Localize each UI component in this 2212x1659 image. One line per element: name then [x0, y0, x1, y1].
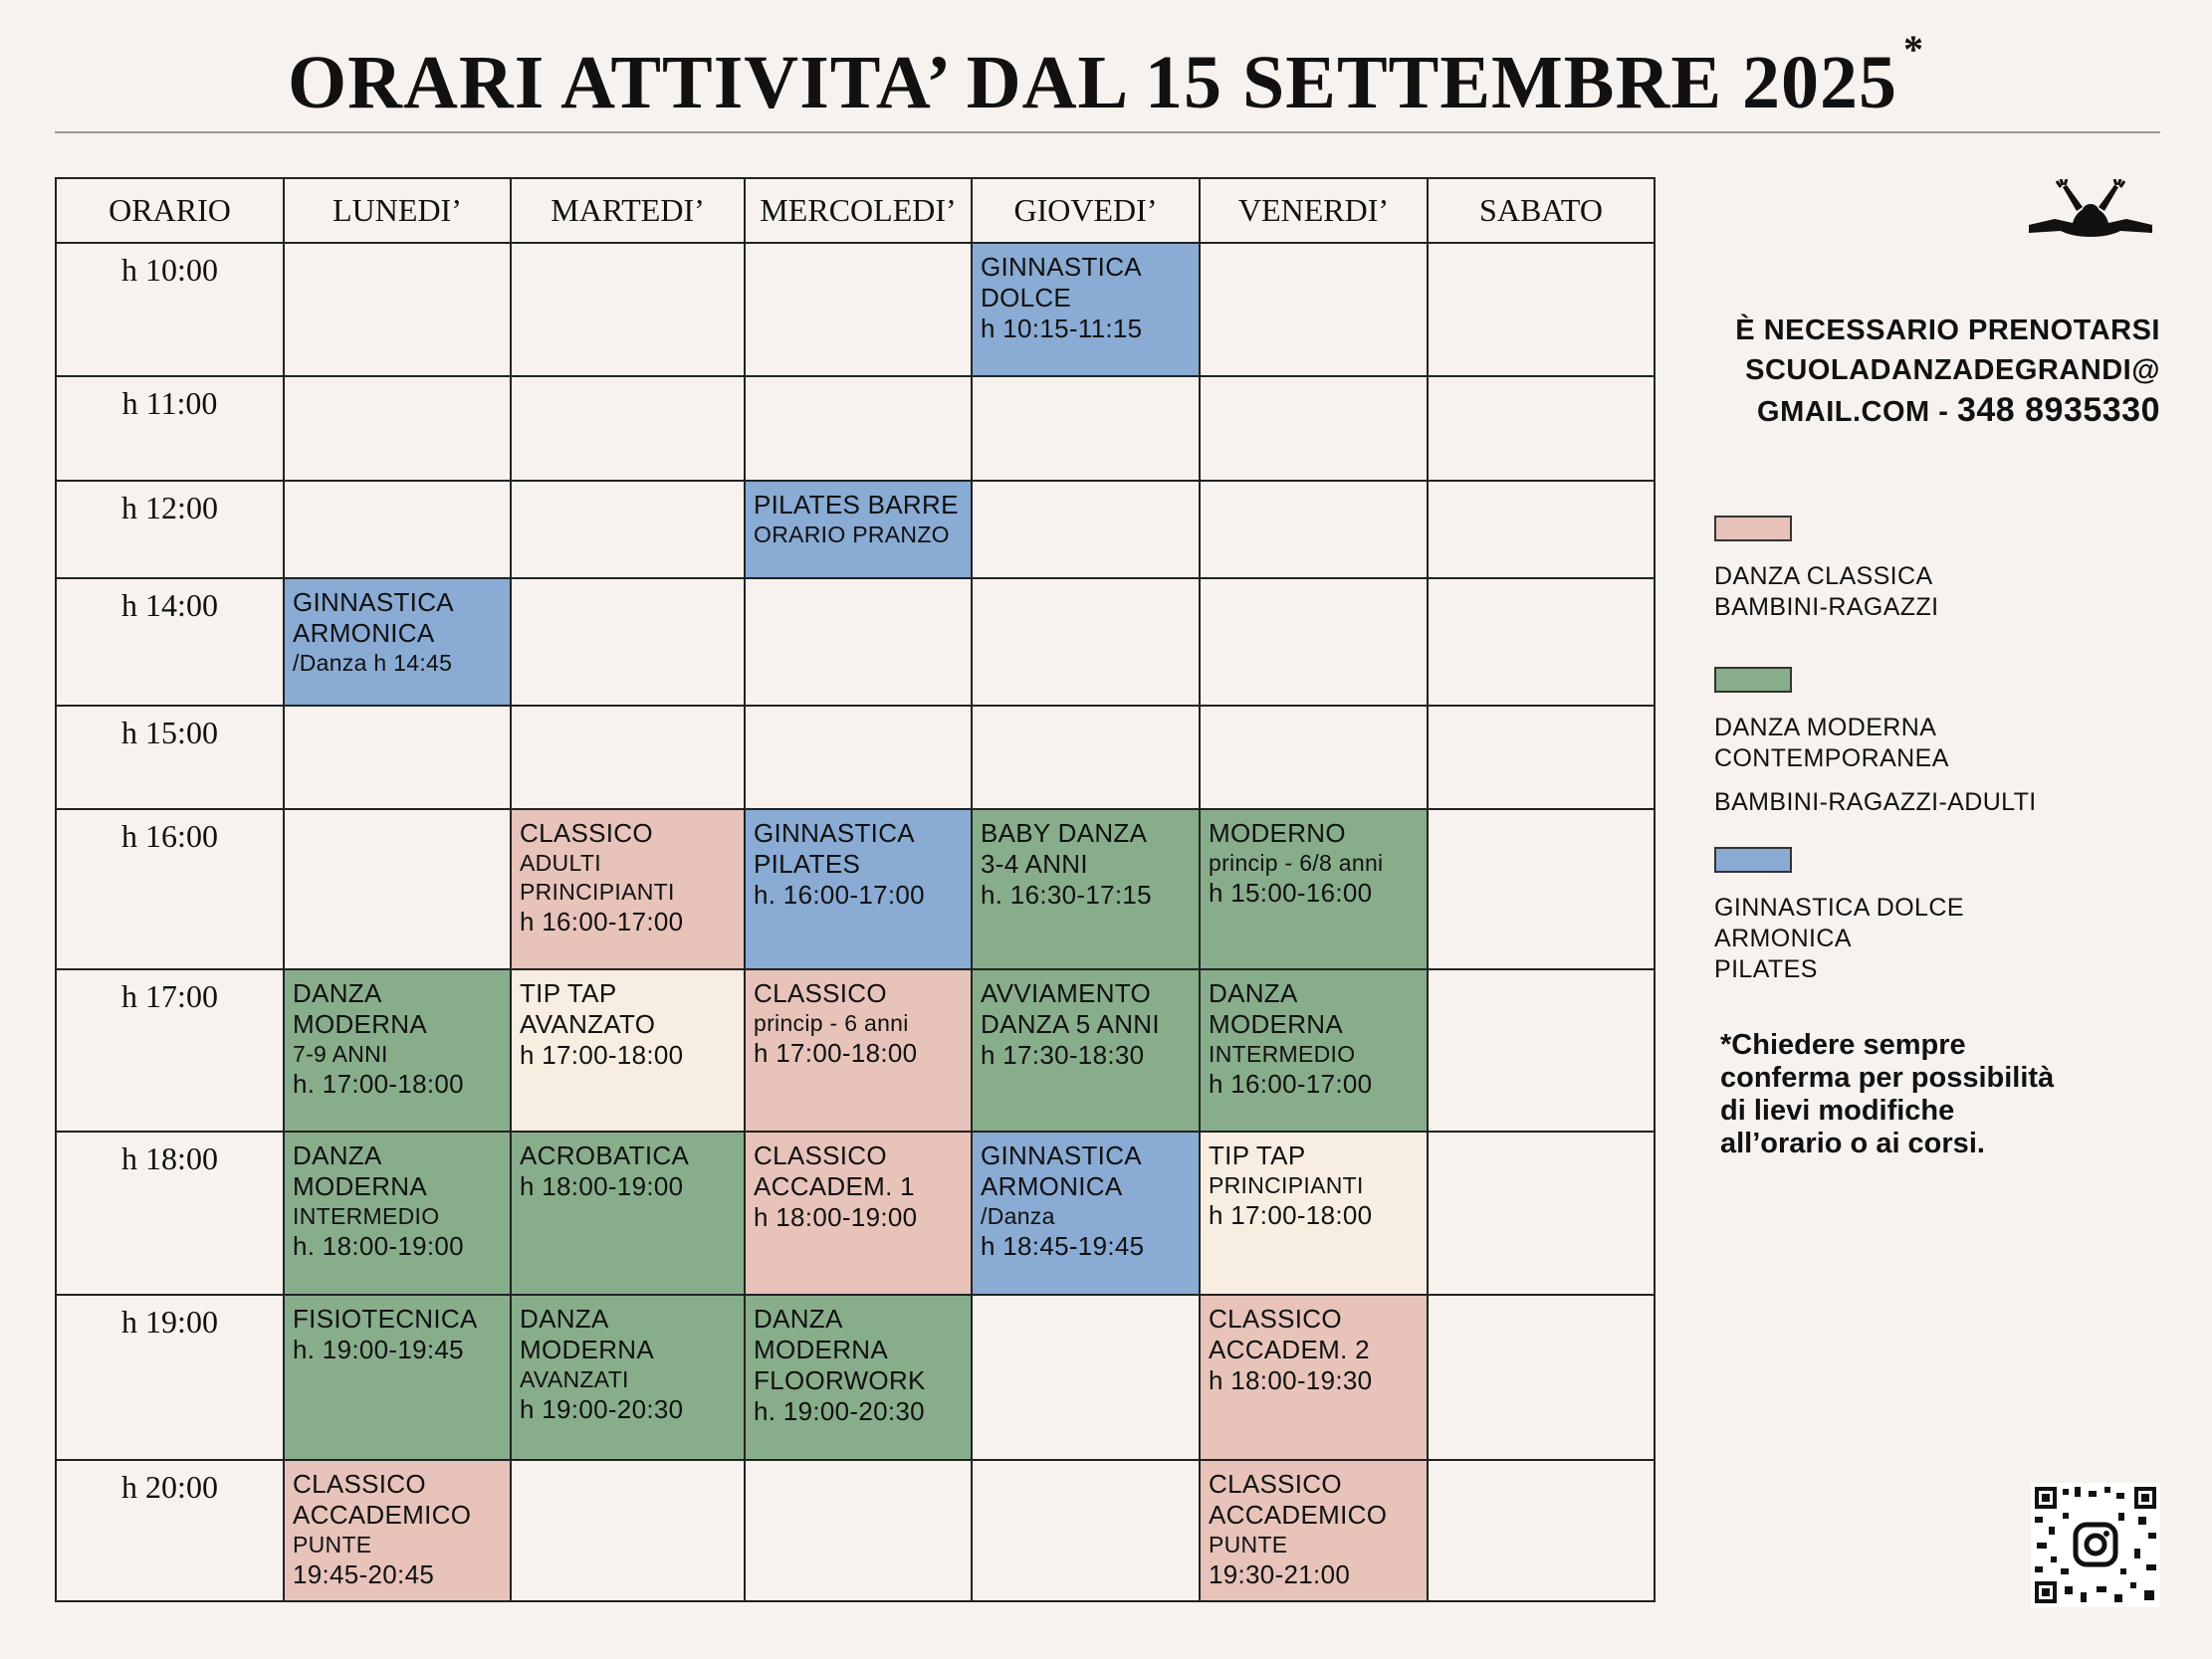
activity-text [512, 810, 744, 937]
schedule-row [56, 578, 1655, 706]
schedule-row [56, 481, 1655, 578]
activity-line: GINNASTICA [981, 252, 1142, 282]
activity-line: PUNTE [1209, 1532, 1288, 1557]
activity-line: PRINCIPIANTI [1209, 1172, 1364, 1198]
activity-text [512, 1296, 744, 1425]
empty-cell [1428, 706, 1655, 809]
activity-cell-venerdi [1200, 1460, 1428, 1601]
activity-line: h 18:00-19:00 [520, 1171, 684, 1201]
booking-line-1: È NECESSARIO PRENOTARSI [1735, 314, 2160, 346]
activity-cell-mercoledi [745, 969, 972, 1132]
empty-cell [1428, 1132, 1655, 1295]
activity-cell-lunedi [284, 578, 511, 706]
schedule-row [56, 809, 1655, 969]
schedule-row [56, 1460, 1655, 1601]
legend-classica-line-2: BAMBINI-RAGAZZI [1714, 593, 1939, 621]
activity-text [285, 970, 510, 1100]
note-line-1: *Chiedere sempre [1720, 1029, 1966, 1061]
activity-cell-giovedi [972, 809, 1200, 969]
activity-line: ACCADEM. 1 [754, 1171, 915, 1201]
empty-cell [284, 376, 511, 481]
activity-line: h 18:45-19:45 [981, 1231, 1145, 1261]
activity-cell-venerdi [1200, 809, 1428, 969]
legend-moderna-line-3: BAMBINI-RAGAZZI-ADULTI [1714, 788, 2037, 816]
activity-line: /Danza h 14:45 [293, 650, 453, 676]
activity-cell-martedi [511, 969, 745, 1132]
activity-line: MODERNA [1209, 1009, 1343, 1039]
empty-cell [745, 243, 972, 376]
empty-cell [511, 706, 745, 809]
empty-cell [284, 706, 511, 809]
activity-line: GINNASTICA [293, 587, 454, 617]
legend-moderna-line-2: CONTEMPORANEA [1714, 744, 1949, 772]
activity-line: DOLCE [981, 283, 1072, 312]
activity-line: 19:45-20:45 [293, 1559, 435, 1589]
activity-line: h. 16:30-17:15 [981, 880, 1152, 910]
header-orario: ORARIO [56, 178, 284, 243]
activity-text [973, 970, 1199, 1071]
time-cell: h 14:00 [56, 578, 284, 706]
activity-line: DANZA 5 ANNI [981, 1009, 1160, 1039]
empty-cell [972, 1295, 1200, 1460]
activity-cell-mercoledi [745, 809, 972, 969]
activity-line: h. 16:00-17:00 [754, 880, 925, 910]
activity-text [285, 1296, 510, 1365]
booking-phone: 348 8935330 [1956, 391, 2160, 429]
empty-cell [745, 376, 972, 481]
activity-line: PRINCIPIANTI [520, 879, 675, 905]
activity-line: DANZA [520, 1304, 609, 1334]
activity-cell-lunedi [284, 1295, 511, 1460]
activity-cell-mercoledi [745, 1295, 972, 1460]
empty-cell [1200, 706, 1428, 809]
activity-line: MODERNO [1209, 818, 1346, 848]
activity-line: princip - 6 anni [754, 1010, 909, 1036]
header-giovedi: GIOVEDI’ [972, 178, 1200, 243]
empty-cell [745, 706, 972, 809]
activity-line: princip - 6/8 anni [1209, 850, 1384, 876]
empty-cell [284, 481, 511, 578]
activity-line: 3-4 ANNI [981, 849, 1088, 879]
activity-line: AVANZATO [520, 1009, 656, 1039]
activity-line: ARMONICA [981, 1171, 1123, 1201]
activity-line: h 17:00-18:00 [520, 1040, 684, 1070]
legend-moderna [1714, 713, 2037, 818]
empty-cell [745, 578, 972, 706]
page-title [0, 27, 2212, 126]
activity-cell-lunedi [284, 1132, 511, 1295]
activity-line: ADULTI [520, 850, 601, 876]
empty-cell [1200, 243, 1428, 376]
legend-ginnastica-line-3: PILATES [1714, 955, 1818, 983]
activity-cell-giovedi [972, 243, 1200, 376]
activity-line: h. 19:00-19:45 [293, 1335, 464, 1364]
time-cell: h 10:00 [56, 243, 284, 376]
activity-line: GINNASTICA [754, 818, 915, 848]
activity-text [746, 1133, 971, 1233]
dancer-logo-icon [2025, 179, 2156, 246]
empty-cell [1428, 1295, 1655, 1460]
schedule-row [56, 1132, 1655, 1295]
activity-line: h. 18:00-19:00 [293, 1231, 464, 1261]
schedule-row [56, 1295, 1655, 1460]
activity-line: AVANZATI [520, 1366, 629, 1392]
legend-classica [1714, 561, 1938, 623]
schedule-row [56, 706, 1655, 809]
activity-line: h 16:00-17:00 [520, 907, 684, 936]
booking-line-3 [1735, 390, 2160, 432]
empty-cell [972, 706, 1200, 809]
activity-line: /Danza [981, 1203, 1055, 1229]
activity-line: BABY DANZA [981, 818, 1148, 848]
activity-cell-giovedi [972, 1132, 1200, 1295]
activity-line: ARMONICA [293, 618, 435, 648]
note-line-3: di lievi modifiche [1720, 1095, 1955, 1127]
activity-cell-lunedi [284, 1460, 511, 1601]
booking-line-2: SCUOLADANZADEGRANDI@ [1745, 354, 2160, 386]
activity-text [1201, 810, 1427, 909]
activity-line: INTERMEDIO [293, 1203, 440, 1229]
activity-line: h 17:30-18:30 [981, 1040, 1145, 1070]
instagram-icon [2076, 1525, 2115, 1564]
activity-line: CLASSICO [293, 1469, 426, 1499]
booking-email-end: GMAIL.COM - [1757, 396, 1957, 428]
activity-cell-martedi [511, 809, 745, 969]
schedule-row [56, 243, 1655, 376]
activity-line: ACCADEMICO [293, 1500, 472, 1530]
activity-line: h 15:00-16:00 [1209, 878, 1373, 908]
activity-line: CLASSICO [520, 818, 653, 848]
activity-cell-venerdi [1200, 1132, 1428, 1295]
note-line-2: conferma per possibilità [1720, 1062, 2055, 1094]
header-martedi: MARTEDI’ [511, 178, 745, 243]
empty-cell [511, 578, 745, 706]
title-asterisk: * [1903, 27, 1925, 72]
activity-text [1201, 1461, 1427, 1590]
activity-line: CLASSICO [1209, 1469, 1342, 1499]
empty-cell [511, 376, 745, 481]
activity-line: MODERNA [520, 1335, 654, 1364]
activity-text [1201, 970, 1427, 1100]
empty-cell [745, 1460, 972, 1601]
activity-line: ACROBATICA [520, 1141, 690, 1170]
activity-line: TIP TAP [520, 978, 617, 1008]
activity-cell-venerdi [1200, 969, 1428, 1132]
activity-line: h 19:00-20:30 [520, 1394, 684, 1424]
activity-line: DANZA [1209, 978, 1298, 1008]
header-lunedi: LUNEDI’ [284, 178, 511, 243]
activity-line: FLOORWORK [754, 1365, 926, 1395]
schedule-table [55, 177, 1656, 1602]
activity-line: h 17:00-18:00 [1209, 1200, 1373, 1230]
legend-ginnastica-line-1: GINNASTICA DOLCE [1714, 894, 1964, 922]
activity-line: INTERMEDIO [1209, 1041, 1356, 1067]
activity-line: ACCADEM. 2 [1209, 1335, 1370, 1364]
title-text: ORARI ATTIVITA’ DAL 15 SETTEMBRE 2025 [287, 41, 1898, 124]
activity-line: CLASSICO [754, 1141, 887, 1170]
activity-text [973, 810, 1199, 911]
activity-line: 7-9 ANNI [293, 1041, 388, 1067]
activity-line: GINNASTICA [981, 1141, 1142, 1170]
activity-line: h. 19:00-20:30 [754, 1396, 925, 1426]
qr-code-icon[interactable] [2031, 1483, 2160, 1607]
activity-line: DANZA [293, 978, 382, 1008]
empty-cell [1428, 243, 1655, 376]
activity-line: ACCADEMICO [1209, 1500, 1388, 1530]
empty-cell [1200, 481, 1428, 578]
empty-cell [511, 243, 745, 376]
activity-line: MODERNA [293, 1171, 427, 1201]
empty-cell [972, 376, 1200, 481]
activity-line: CLASSICO [1209, 1304, 1342, 1334]
activity-line: AVVIAMENTO [981, 978, 1152, 1008]
time-cell: h 16:00 [56, 809, 284, 969]
activity-line: PILATES [754, 849, 861, 879]
activity-text [746, 810, 971, 911]
activity-text [285, 579, 510, 678]
activity-text [512, 1133, 744, 1202]
empty-cell [972, 481, 1200, 578]
activity-text [746, 1296, 971, 1427]
schedule-row [56, 969, 1655, 1132]
empty-cell [1428, 481, 1655, 578]
activity-text [1201, 1296, 1427, 1396]
legend-swatch-classica [1714, 516, 1792, 541]
activity-cell-venerdi [1200, 1295, 1428, 1460]
empty-cell [284, 809, 511, 969]
activity-line: h 17:00-18:00 [754, 1038, 918, 1068]
activity-line: CLASSICO [754, 978, 887, 1008]
legend-ginnastica-line-2: ARMONICA [1714, 925, 1852, 952]
activity-text [285, 1133, 510, 1262]
empty-cell [1428, 376, 1655, 481]
activity-text [973, 1133, 1199, 1262]
activity-line: h 10:15-11:15 [981, 313, 1143, 343]
legend-swatch-ginnastica [1714, 847, 1792, 873]
empty-cell [1200, 376, 1428, 481]
activity-line: TIP TAP [1209, 1141, 1306, 1170]
activity-line: FISIOTECNICA [293, 1304, 478, 1334]
empty-cell [972, 1460, 1200, 1601]
time-cell: h 12:00 [56, 481, 284, 578]
header-row [56, 178, 1655, 243]
empty-cell [1428, 578, 1655, 706]
time-cell: h 20:00 [56, 1460, 284, 1601]
activity-text [1201, 1133, 1427, 1231]
time-cell: h 18:00 [56, 1132, 284, 1295]
legend-ginnastica [1714, 893, 1964, 985]
activity-text [973, 244, 1199, 344]
time-cell: h 15:00 [56, 706, 284, 809]
activity-line: MODERNA [754, 1335, 888, 1364]
activity-text [285, 1461, 510, 1590]
activity-line: h 18:00-19:30 [1209, 1365, 1373, 1395]
activity-cell-lunedi [284, 969, 511, 1132]
activity-line: h 18:00-19:00 [754, 1202, 918, 1232]
header-mercoledi: MERCOLEDI’ [745, 178, 972, 243]
activity-line: h 16:00-17:00 [1209, 1069, 1373, 1099]
time-cell: h 11:00 [56, 376, 284, 481]
empty-cell [1428, 969, 1655, 1132]
legend-moderna-line-1: DANZA MODERNA [1714, 714, 1937, 741]
time-cell: h 19:00 [56, 1295, 284, 1460]
header-sabato: SABATO [1428, 178, 1655, 243]
empty-cell [511, 1460, 745, 1601]
activity-cell-mercoledi [745, 1132, 972, 1295]
activity-text [746, 970, 971, 1069]
activity-text [746, 482, 971, 549]
booking-info [1735, 311, 2160, 432]
note-line-4: all’orario o ai corsi. [1720, 1128, 1985, 1159]
activity-line: MODERNA [293, 1009, 427, 1039]
schedule-row [56, 376, 1655, 481]
title-divider [55, 131, 2160, 133]
legend-classica-line-1: DANZA CLASSICA [1714, 562, 1933, 590]
empty-cell [1428, 809, 1655, 969]
empty-cell [1428, 1460, 1655, 1601]
empty-cell [284, 243, 511, 376]
activity-cell-martedi [511, 1132, 745, 1295]
time-cell: h 17:00 [56, 969, 284, 1132]
header-venerdi: VENERDI’ [1200, 178, 1428, 243]
activity-line: DANZA [293, 1141, 382, 1170]
activity-line: PUNTE [293, 1532, 372, 1557]
activity-cell-mercoledi [745, 481, 972, 578]
activity-line: 19:30-21:00 [1209, 1559, 1351, 1589]
activity-line: h. 17:00-18:00 [293, 1069, 464, 1099]
empty-cell [972, 578, 1200, 706]
empty-cell [1200, 578, 1428, 706]
activity-text [512, 970, 744, 1071]
disclaimer-note [1720, 1029, 2138, 1160]
activity-cell-martedi [511, 1295, 745, 1460]
activity-line: DANZA [754, 1304, 843, 1334]
empty-cell [511, 481, 745, 578]
activity-cell-giovedi [972, 969, 1200, 1132]
activity-line: PILATES BARRE [754, 490, 959, 519]
legend-swatch-moderna [1714, 667, 1792, 693]
activity-line: ORARIO PRANZO [754, 521, 950, 547]
